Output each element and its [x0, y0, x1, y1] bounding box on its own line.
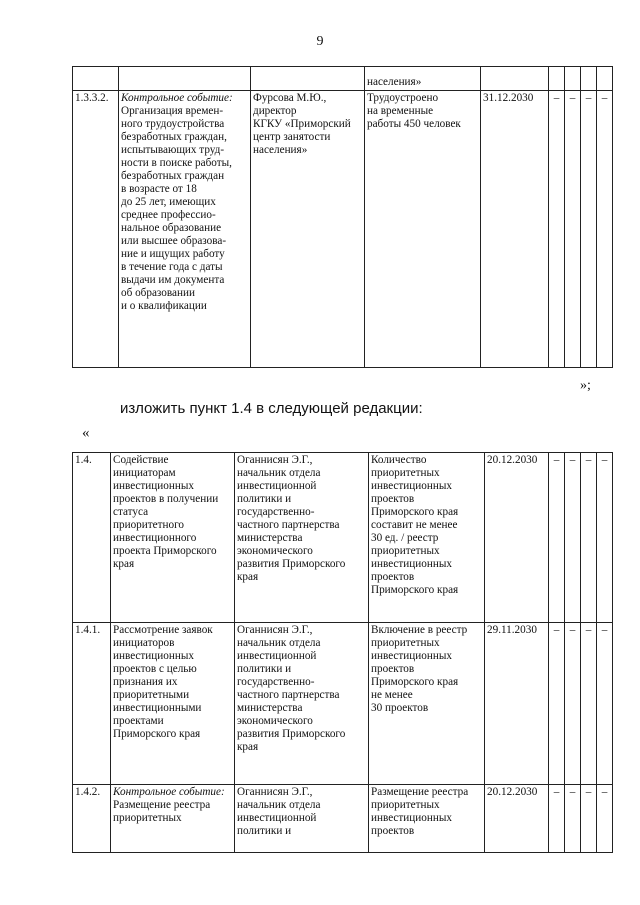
- instruction-text: изложить пункт 1.4 в следующей редакции:: [120, 400, 423, 417]
- event-name-cell: [111, 785, 235, 853]
- dash-cell: –: [549, 623, 565, 785]
- event-name: Размещение реестра приоритетных: [113, 799, 211, 824]
- plan-table-continued: [72, 66, 613, 368]
- responsible-cell: Фурсова М.Ю., директор КГКУ «Приморский центр занятости населения»: [251, 91, 365, 368]
- dash-cell: –: [565, 91, 581, 368]
- dash-cell: –: [581, 785, 597, 853]
- row-number: 1.3.3.2.: [73, 91, 119, 368]
- row-number: 1.4.2.: [73, 785, 111, 853]
- table-row: [73, 623, 613, 785]
- date-cell: 20.12.2030: [485, 453, 549, 623]
- indicator-cell: Включение в реестр приоритетных инвестиционных проектов Приморского края не менее 30 проектов: [369, 623, 485, 785]
- dash-cell: –: [581, 623, 597, 785]
- indicator-cell: населения»: [365, 67, 481, 91]
- opening-quote: «: [82, 425, 90, 441]
- event-name-cell: [119, 91, 251, 368]
- dash-cell: –: [597, 623, 613, 785]
- event-name: Содействие инициаторам инвестиционных проектов в получении статуса приоритетного инвестиционного проекта Приморского края: [113, 454, 219, 570]
- indicator-cell: Трудоустроено на временные работы 450 человек: [365, 91, 481, 368]
- plan-table-item-1-4: [72, 452, 613, 853]
- event-name-cell: [111, 623, 235, 785]
- dash-cell: –: [565, 453, 581, 623]
- table-row: [73, 67, 613, 91]
- indicator-cell: Размещение реестра приоритетных инвестиционных проектов: [369, 785, 485, 853]
- row-number: 1.4.: [73, 453, 111, 623]
- page-number: 9: [316, 34, 324, 49]
- event-name: Рассмотрение заявок инициаторов инвестиционных проектов с целью признания их приоритетными инвестиционными проектами Приморского края: [113, 624, 213, 740]
- date-cell: 20.12.2030: [485, 785, 549, 853]
- dash-cell: –: [549, 453, 565, 623]
- table-row: [73, 91, 613, 368]
- dash-cell: –: [549, 785, 565, 853]
- dash-cell: –: [597, 453, 613, 623]
- control-event-label: Контрольное событие:: [113, 786, 225, 798]
- event-name-cell: [111, 453, 235, 623]
- event-name: Организация времен- ного трудоустройства безработных граждан, испытывающих труд- ности в поиске работы, безработных граждан в возрасте от 18 до 25 лет, имеющих среднее профессио- нальное образование или высшее образова- ние и ищущих работу в течение года с даты выдачи им документа об образовании и о квалификации: [121, 105, 232, 312]
- date-cell: 29.11.2030: [485, 623, 549, 785]
- responsible-cell: Оганнисян Э.Г., начальник отдела инвестиционной политики и государственно- частного партнерства министерства экономического развития Приморского края: [235, 623, 369, 785]
- row-number: 1.4.1.: [73, 623, 111, 785]
- dash-cell: –: [581, 91, 597, 368]
- dash-cell: –: [597, 91, 613, 368]
- indicator-cell: Количество приоритетных инвестиционных проектов Приморского края составит не менее 30 ед. / реестр приоритетных инвестиционных проектов Приморского края: [369, 453, 485, 623]
- responsible-cell: Оганнисян Э.Г., начальник отдела инвестиционной политики и государственно- частного партнерства министерства экономического развития Приморского края: [235, 453, 369, 623]
- control-event-label: Контрольное событие:: [121, 92, 233, 104]
- closing-quote: »;: [580, 378, 591, 393]
- dash-cell: –: [549, 91, 565, 368]
- dash-cell: –: [581, 453, 597, 623]
- table-row: [73, 453, 613, 623]
- dash-cell: –: [565, 623, 581, 785]
- responsible-cell: Оганнисян Э.Г., начальник отдела инвестиционной политики и: [235, 785, 369, 853]
- dash-cell: –: [565, 785, 581, 853]
- dash-cell: –: [597, 785, 613, 853]
- table-row: [73, 785, 613, 853]
- date-cell: 31.12.2030: [481, 91, 549, 368]
